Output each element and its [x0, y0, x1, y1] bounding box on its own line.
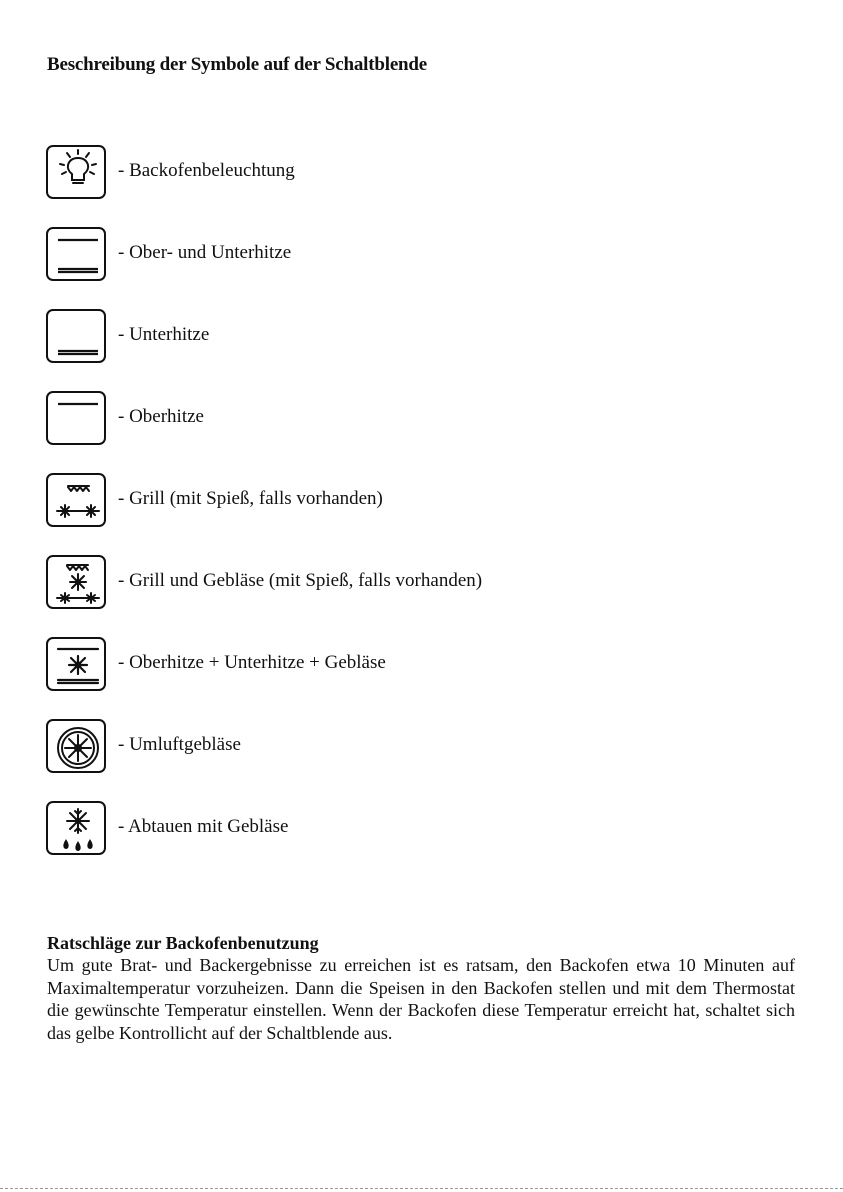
page-bottom-rule [0, 1188, 843, 1189]
symbol-label: - Ober- und Unterhitze [118, 242, 292, 263]
symbol-row-grill-spit [46, 473, 746, 537]
bottom-heat-icon [46, 309, 106, 363]
advice-text: Um gute Brat- und Backergebnisse zu erreichen ist es ratsam, den Backofen etwa 10 Minuten auf Maximaltemperatur vorzuheizen. Dann die Speisen in den Backofen stellen und mit dem Thermostat die gewünschte Temperatur einstellen. Wenn der Backofen diese Temperatur erreicht hat, schaltet sich das gelbe Kontrollicht auf der Schaltblende aus. [47, 955, 795, 1043]
top-heat-icon [46, 391, 106, 445]
symbol-label: - Oberhitze + Unterhitze + Gebläse [118, 652, 386, 673]
symbol-row-oven-light [46, 145, 746, 209]
symbol-label: - Unterhitze [118, 324, 210, 345]
oven-light-icon [46, 145, 106, 199]
grill-fan-spit-icon [46, 555, 106, 609]
symbol-row-top-bottom-heat [46, 227, 746, 291]
symbol-row-top-bottom-fan [46, 637, 746, 701]
symbol-label: - Abtauen mit Gebläse [118, 816, 289, 837]
symbol-label: - Oberhitze [118, 406, 204, 427]
symbol-label: - Backofenbeleuchtung [118, 160, 295, 181]
symbol-row-convection-fan [46, 719, 746, 783]
defrost-fan-icon [46, 801, 106, 855]
symbol-row-bottom-heat [46, 309, 746, 373]
advice-section [47, 933, 795, 1044]
symbol-label: - Grill und Gebläse (mit Spieß, falls vorhanden) [118, 570, 483, 591]
top-bottom-heat-icon [46, 227, 106, 281]
grill-spit-icon [46, 473, 106, 527]
convection-fan-icon [46, 719, 106, 773]
symbol-row-defrost-fan [46, 801, 746, 865]
top-bottom-fan-icon [46, 637, 106, 691]
advice-heading: Ratschläge zur Backofenbenutzung [47, 933, 319, 953]
page-title: Beschreibung der Symbole auf der Schaltblende [47, 54, 428, 75]
symbol-row-top-heat [46, 391, 746, 455]
symbol-label: - Grill (mit Spieß, falls vorhanden) [118, 488, 383, 509]
symbol-label: - Umluftgebläse [118, 734, 241, 755]
symbol-row-grill-fan-spit [46, 555, 746, 619]
